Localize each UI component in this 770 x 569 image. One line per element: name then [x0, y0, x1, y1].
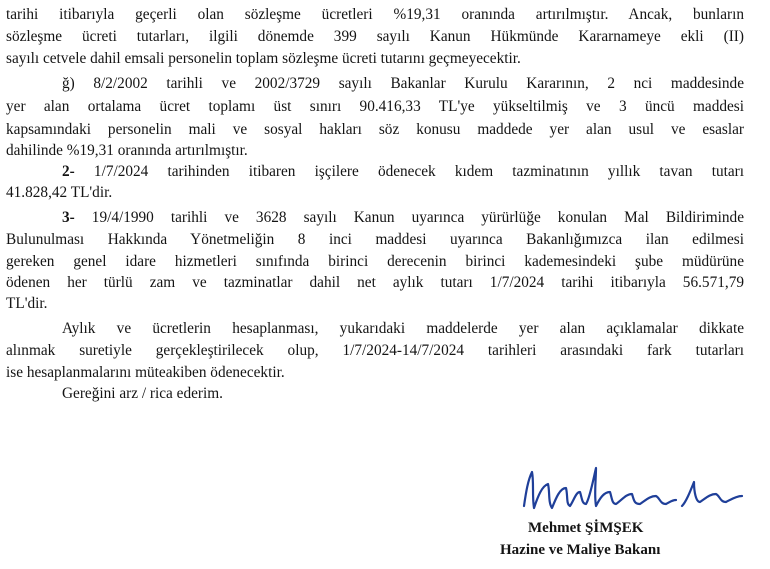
text-line: dahilinde %19,31 oranında artırılmıştır.: [6, 142, 248, 159]
text-line: Gereğini arz / rica ederim.: [62, 385, 223, 402]
text-line: tarihi itibarıyla geçerli olan sözleşme ücretleri %19,31 oranında artırılmıştır. Ancak, bunların: [6, 6, 744, 23]
text-line: 41.828,42 TL'dir.: [6, 184, 113, 201]
text-line: gereken genel idare hizmetleri sınıfında birinci derecenin birinci kademesindeki şube müdürüne: [6, 253, 744, 270]
signer-title: Hazine ve Maliye Bakanı: [500, 542, 661, 558]
text-span: 1/7/2024 tarihinden itibaren işçilere ödenecek kıdem tazminatının yıllık tavan tutarı: [74, 163, 744, 180]
signature-block: [500, 462, 760, 562]
text-line: Aylık ve ücretlerin hesaplanması, yukarıdaki maddelerde yer alan açıklamalar dikkate: [62, 320, 744, 337]
text-span: 19/4/1990 tarihli ve 3628 sayılı Kanun uyarınca yürürlüğe konulan Mal Bildiriminde: [74, 209, 744, 226]
text-line: ğ) 8/2/2002 tarihli ve 2002/3729 sayılı Bakanlar Kurulu Kararının, 2 nci maddesinde: [62, 75, 744, 92]
text-line: sözleşme ücreti tutarları, ilgili dönemde 399 sayılı Kanun Hükmünde Kararnameye ekli (II): [6, 28, 744, 45]
signer-name: Mehmet ŞİMŞEK: [528, 520, 644, 536]
text-line: Bulunulması Hakkında Yönetmeliğin 8 inci maddesi uyarınca Bakanlığımızca ilan edilmesi: [6, 231, 744, 248]
text-line: [62, 162, 744, 182]
text-line: kapsamındaki personelin mali ve sosyal hakları söz konusu maddede yer alan usul ve esaslar: [6, 121, 744, 138]
item-number: 2-: [62, 163, 75, 180]
text-line: yer alan ortalama ücret toplamı üst sınırı 90.416,33 TL'ye yükseltilmiş ve 3 üncü maddesi: [6, 98, 744, 115]
text-line: TL'dir.: [6, 295, 48, 312]
text-line: sayılı cetvele dahil emsali personelin toplam sözleşme ücreti tutarını geçmeyecektir.: [6, 50, 521, 67]
handwritten-signature: [510, 462, 760, 522]
text-line: ödenen her türlü zam ve tazminatlar dahil net aylık tutarı 1/7/2024 tarihi itibarıyla 56.571,79: [6, 274, 744, 291]
text-line: ise hesaplanmalarını müteakiben ödenecektir.: [6, 364, 285, 381]
text-line: alınmak suretiyle gerçekleştirilecek olup, 1/7/2024-14/7/2024 tarihleri arasındaki fark tutarları: [6, 342, 744, 359]
item-number: 3-: [62, 209, 75, 226]
text-line: [62, 208, 744, 228]
